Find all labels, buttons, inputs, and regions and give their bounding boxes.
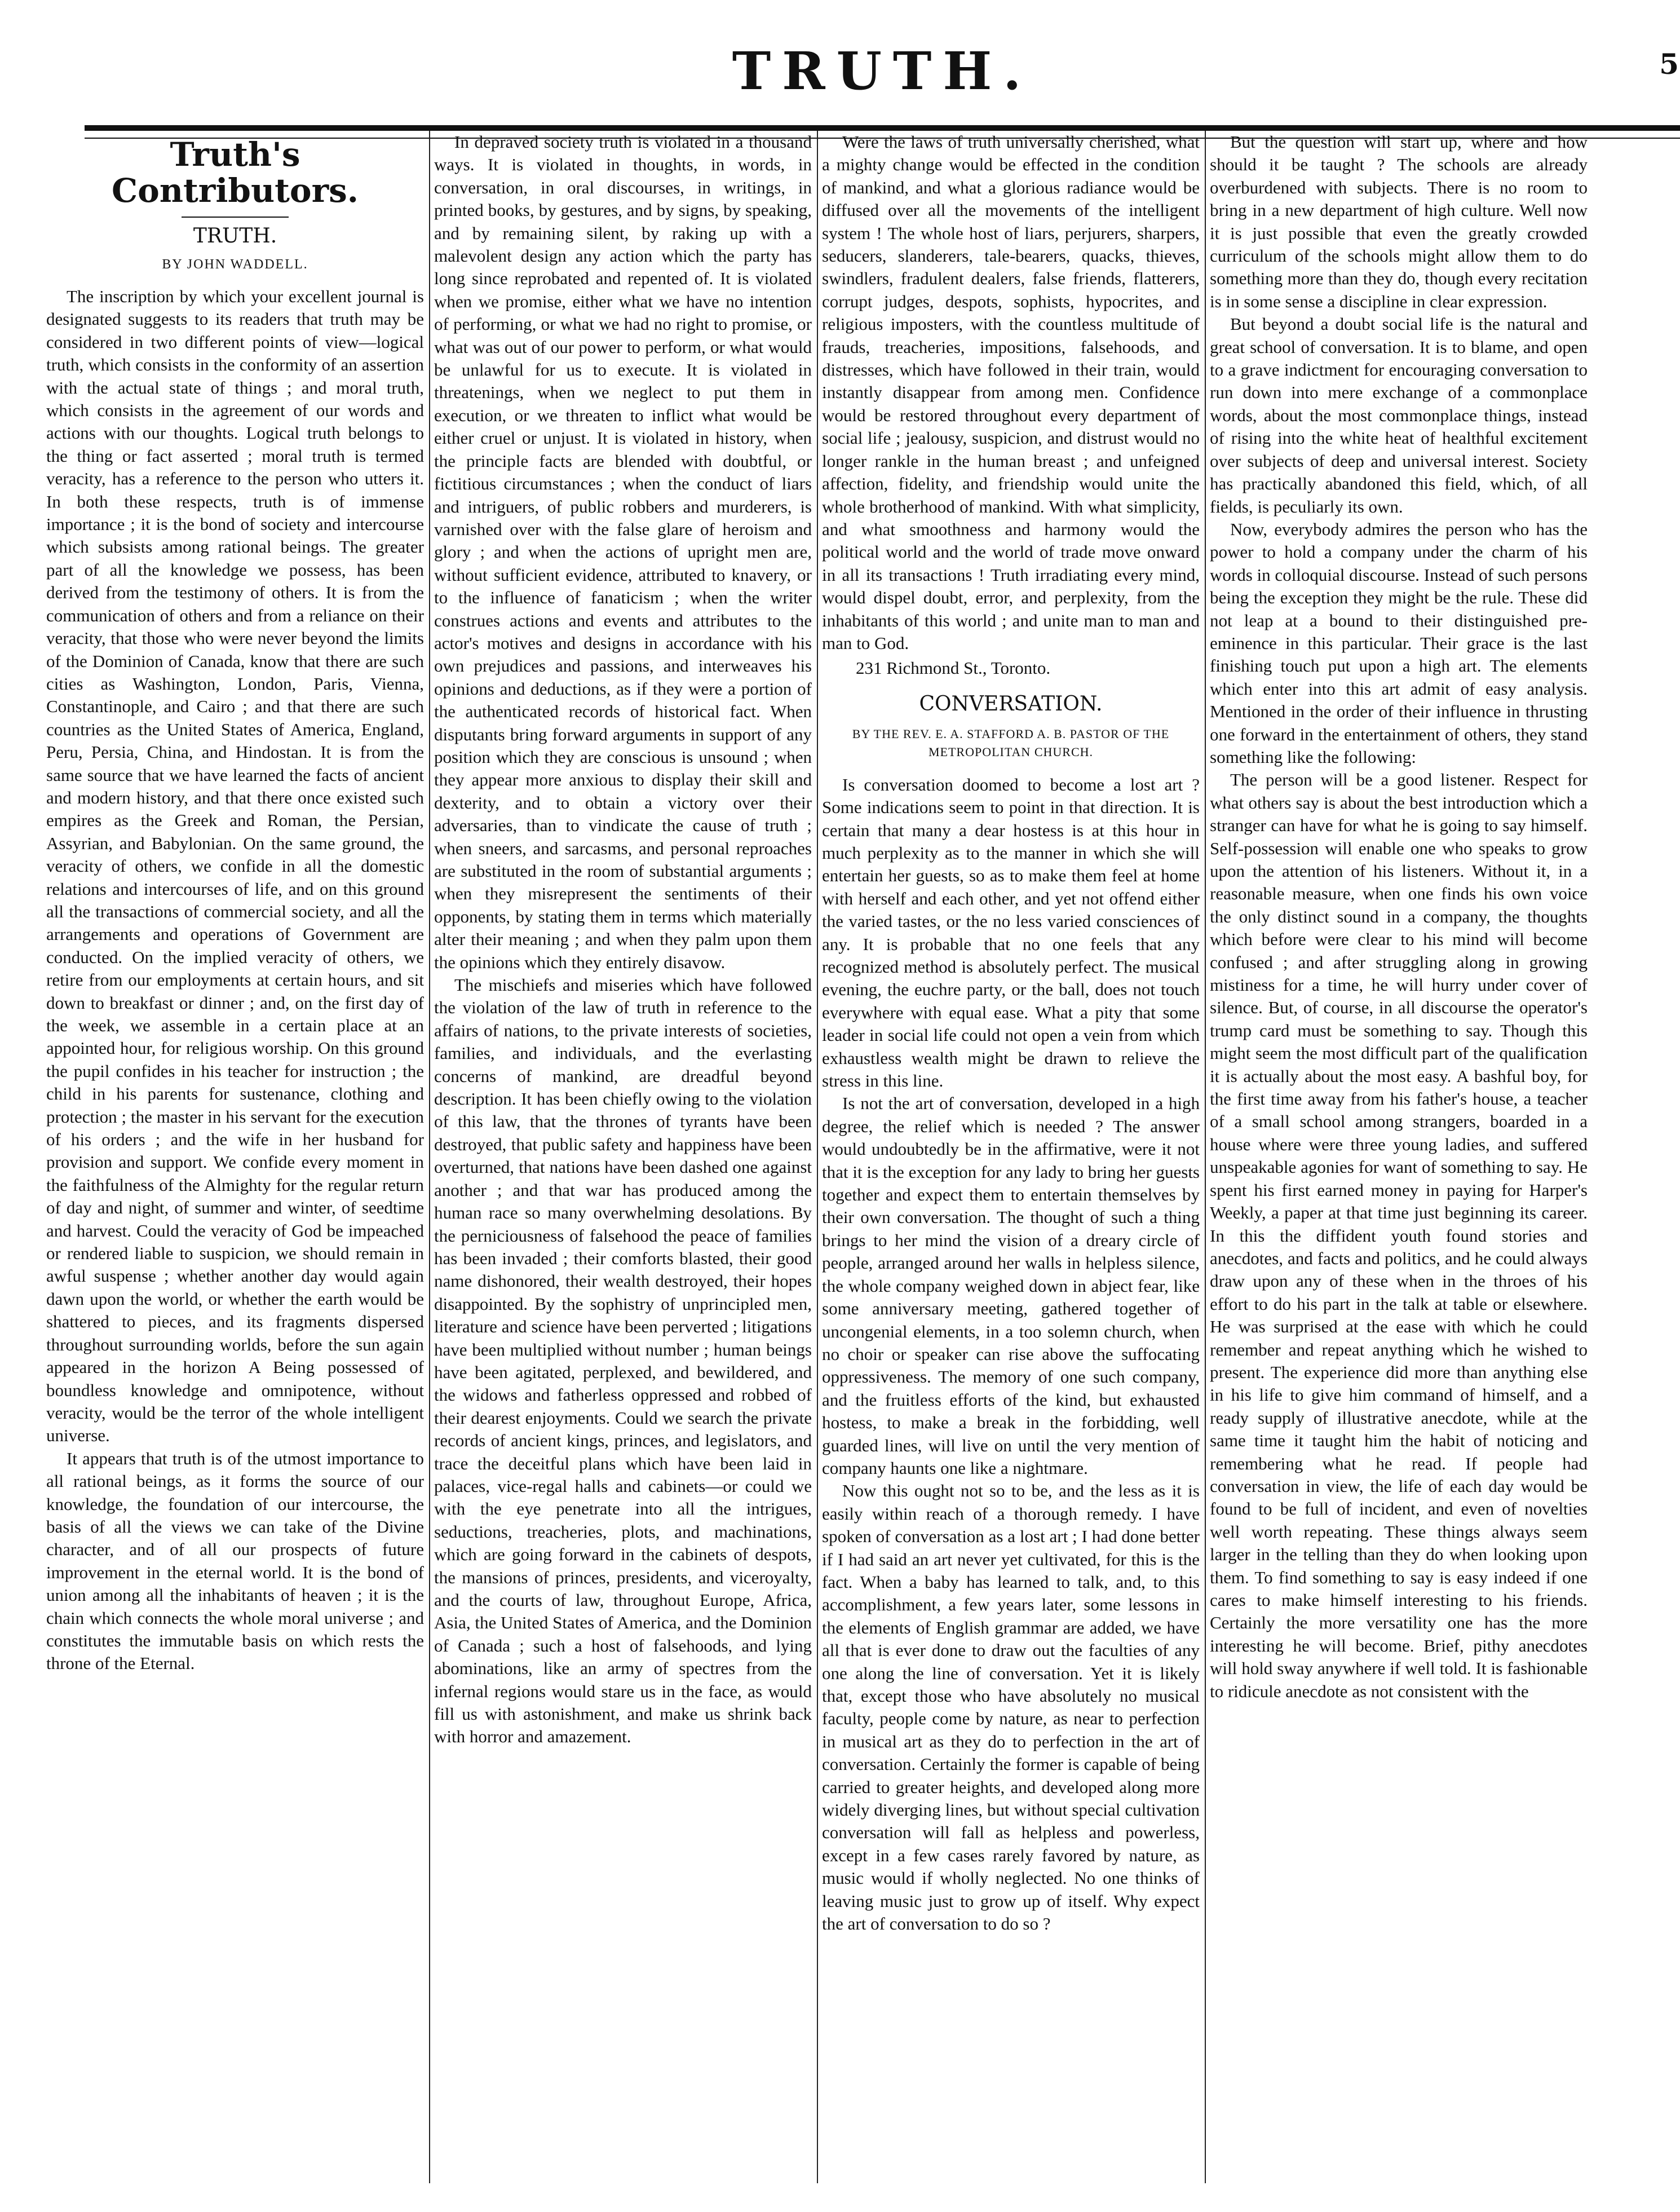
masthead bbox=[85, 41, 1680, 131]
paragraph: But beyond a doubt social life is the natural and great school of conversation. It is to blame, and open to a grave indictment for encouraging conversation to run down into mere exchange of a commonplace words, about the most commonplace things, instead of rising into the white heat of healthful excitement over subjects of deep and universal interest. Society has practically abandoned this field, which, of all fields, is peculiarly its own. bbox=[1210, 314, 1588, 516]
column-2 bbox=[434, 131, 812, 2183]
byline-conversation: BY THE REV. E. A. STAFFORD A. B. PASTOR OF THE METROPOLITAN CHURCH. bbox=[852, 726, 1170, 759]
column-1 bbox=[46, 131, 424, 2183]
paragraph: Now, everybody admires the person who has the power to hold a company under the charm of his words in colloquial discourse. Instead of such persons being the exception they might be the rule. These did not leap at a bound to their distinguished pre-eminence in this particular. Their grace is the last finishing touch put upon a high art. The elements which enter into this art admit of easy analysis. Mentioned in the order of their influence in thrusting one forward in the entertainment of others, they stand something like the following: bbox=[1210, 519, 1588, 767]
paragraph: The inscription by which your excellent journal is designated suggests to its readers that truth may be considered in two different points of view—logical truth, which consists in the conformity of an assertion with the actual state of things ; and moral truth, which consists in the agreement of our words and actions with our thoughts. Logical truth belongs to the thing or fact asserted ; moral truth is termed veracity, has a reference to the person who utters it. In both these respects, truth is of immense importance ; it is the bond of society and intercourse which subsists among rational beings. The greater part of all the knowledge we possess, has been derived from the testimony of others. It is from the communication of others and from a reliance on their veracity, that those who were never beyond the limits of the Dominion of Canada, know that there are such cities as Washington, London, Paris, Vienna, Constantinople, and Cairo ; and that there are such countries as the United States of America, England, Peru, Persia, China, and Hindostan. It is from the same source that we have learned the facts of ancient and modern history, and that there once existed such empires as the Greek and Roman, the Persian, Assyrian, and Babylonian. On the same ground, the veracity of others, we confide in all the domestic relations and intercourses of life, and on this ground all the transactions of commercial society, and all the arrangements and operations of Government are conducted. On the implied veracity of others, we retire from our employments at certain hours, and sit down to breakfast or dinner ; and, on the first day of the week, we assemble in a certain place at an appointed hour, for religious worship. On this ground the pupil confides in his teacher for instruction ; the child in his parents for sustenance, clothing and protection ; the master in his servant for the execution of his orders ; and the wife in her husband for provision and support. We confide every moment in the faithfulness of the Almighty for the regular return of day and night, of summer and winter, of seedtime and harvest. Could the veracity of God be impeached or rendered liable to suspicion, we should remain in awful suspense ; whether another day would again dawn upon the world, or whether the earth would be shattered to pieces, and its fragments dispersed throughout surrounding worlds, before the sun again appeared in the horizon A Being possessed of boundless knowledge and omnipotence, without veracity, would be the terror of the whole intelligent universe. bbox=[46, 286, 424, 1446]
paragraph: In depraved society truth is violated in a thousand ways. It is violated in thoughts, in words, in conversation, in oral discourses, in writings, in printed books, by gestures, and by signs, by speaking, and by remaining silent, by raking up with a malevolent design any action which the party has long since reprobated and repented of. It is violated when we promise, either what we have no intention of performing, or what we had no right to promise, or what was out of our power to perform, or what would be unlawful for us to execute. It is violated in threatenings, when we neglect to put them in execution, or we threaten to inflict what would be either cruel or unjust. It is violated in history, when the principle facts are blended with doubtful, or fictitious circumstances ; when the conduct of liars and intriguers, of public robbers and murderers, is varnished over with the false glare of heroism and glory ; and when the actions of upright men are, without sufficient evidence, attributed to knavery, or to the influence of fanaticism ; when the writer construes actions and events and attributes to the actor's motives and designs in accordance with his own prejudices and passions, and interweaves his opinions and deductions, as if they were a portion of the authenticated records of historical fact. When disputants bring forward arguments in support of any position which they are conscious is unsound ; when they appear more anxious to display their skill and dexterity, and to obtain a victory over their adversaries, than to vindicate the cause of truth ; when sneers, and sarcasms, and personal reproaches are substituted in the room of substantial arguments ; when they misrepresent the sentiments of their opponents, by stating them in terms which materially alter their meaning ; and when they palm upon them the opinions which they entirely disavow. bbox=[434, 132, 812, 972]
article-title-conversation: CONVERSATION. bbox=[919, 692, 1103, 716]
masthead-rule-thick bbox=[85, 125, 1680, 131]
page-number: 5 bbox=[1659, 47, 1679, 81]
paragraph: Is not the art of conversation, developed in a high degree, the relief which is needed ? The answer would undoubtedly be in the affirmative, were it not that it is the exception for any lady to bring her guests together and expect them to entertain themselves by their own conversation. The thought of such a thing brings to her mind the vision of a dreary circle of people, arranged around her walls in helpless silence, the whole company weighed down in abject fear, like some anniversary meeting, gathered together of uncongenial elements, in a too solemn church, when no choir or speaker can rise above the suffocating oppressiveness. The memory of one such company, and the fruitless efforts of the kind, but exhausted hostess, to make a break in the forbidding, well guarded lines, will live on until the very mention of company haunts one like a nightmare. bbox=[822, 1093, 1200, 1478]
paragraph: It appears that truth is of the utmost importance to all rational beings, as it forms the source of our knowledge, the foundation of our intercourse, the basis of all the views we can take of the Divine character, and of all our prospects of future improvement in the eternal world. It is the bond of union among all the inhabitants of heaven ; it is the chain which connects the whole moral universe ; and constitutes the immutable basis on which rests the throne of the Eternal. bbox=[46, 1448, 424, 1674]
heading-rule bbox=[182, 217, 289, 218]
paragraph: Is conversation doomed to become a lost art ? Some indications seem to point in that direction. It is certain that many a dear hostess is at this hour in much perplexity as to the manner in which she will entertain her guests, so as to make them feel at home with herself and each other, and yet not offend either the varied tastes, or the no less varied consciences of any. It is probable that no one feels that any recognized method is absolutely perfect. The musical evening, the euchre party, or the ball, does not touch everywhere with equal ease. What a pity that some leader in social life could not open a vein from which exhaustless wealth might be drawn to relieve the stress in this line. bbox=[822, 774, 1200, 1091]
paragraph: But the question will start up, where and how should it be taught ? The schools are already overburdened with subjects. There is no room to bring in a new department of high culture. Well now it is just possible that even the greatly crowded curriculum of the schools might allow them to do something more than they do, though every recitation is in some sense a discipline in clear expression. bbox=[1210, 132, 1588, 311]
paragraph: The person will be a good listener. Respect for what others say is about the best introduction which a stranger can have for what he is going to say himself. Self-possession will enable one who speaks to grow upon the attention of his listeners. Without it, in a reasonable measure, when one finds his own voice the only distinct sound in a company, the thoughts which before were clear to his mind will become confused ; and after struggling along in growing mistiness for a time, he will hurry under cover of silence. But, of course, in all discourse the operator's trump card must be something to say. Though this might seem the most difficult part of the qualification it is actually about the most easy. A bashful boy, for the first time away from his father's house, a teacher of a small school among strangers, boarded in a house where were three young ladies, and suffered unspeakable agonies for want of something to say. He spent his first earned money in paying for Harper's Weekly, a paper at that time just beginning its career. In this the diffident youth found stories and anecdotes, and facts and politics, and he could always draw upon any of these when in the throes of his effort to do his part in the talk at table or elsewhere. He was surprised at the ease with which he could remember and repeat anything which he wished to present. The experience did more than anything else in his life to give him command of himself, and a ready supply of illustrative anecdote, while at the same time it taught him the habit of noticing and remembering what he read. If people had conversation in view, the life of each day would be found to be full of incident, and even of novelties well worth repeating. These things always seem larger in the telling than they do when looking upon them. To find something to say is easy indeed if one cares to make himself interesting to his friends. Certainly the more versatility one has the more interesting he will become. Brief, pithy anecdotes will hold sway anywhere if well told. It is fashionable to ridicule anecdote as not consistent with the bbox=[1210, 770, 1588, 1701]
signature: 231 Richmond St., Toronto. bbox=[856, 658, 1051, 678]
paragraph: The mischiefs and miseries which have followed the violation of the law of truth in reference to the affairs of nations, to the private interests of societies, families, and individuals, and the everlasting concerns of mankind, are dreadful beyond description. It has been chiefly owing to the violation of this law, that the thrones of tyrants have been destroyed, that public safety and happiness have been overturned, that nations have been dashed one against another ; and that war has produced among the human race so many overwhelming desolations. By the perniciousness of falsehood the peace of families has been invaded ; their comforts blasted, their good name dishonored, their wealth destroyed, their hopes disappointed. By the sophistry of unprincipled men, literature and science have been perverted ; litigations have been multiplied without number ; human beings have been agitated, perplexed, and bewildered, and the widows and fatherless oppressed and robbed of their dearest enjoyments. Could we search the private records of ancient kings, princes, and legislators, and trace the deceitful plans which have been laid in palaces, vice-regal halls and cabinets—or could we with the eye penetrate into all the intrigues, seductions, treacheries, plots, and machinations, which are going forward in the cabinets of despots, the mansions of princes, presidents, and viceroyalty, and the courts of law, throughout Europe, Africa, Asia, the United States of America, and the Dominion of Canada ; such a host of falsehoods, and lying abominations, like an army of spectres from the infernal regions would stare us in the face, as would fill us with astonishment, and make us shrink back with horror and amazement. bbox=[434, 975, 812, 1747]
column-divider bbox=[429, 131, 430, 2183]
column-divider bbox=[817, 131, 818, 2183]
byline-truth: BY JOHN WADDELL. bbox=[162, 257, 308, 272]
column-4 bbox=[1210, 131, 1588, 2183]
article-title-truth: TRUTH. bbox=[193, 224, 277, 248]
newspaper-title: TRUTH. bbox=[732, 41, 1033, 101]
paragraph: Were the laws of truth universally cherished, what a mighty change would be effected in the condition of mankind, and what a glorious radiance would be diffused over all the movements of the intelligent system ! The whole host of liars, perjurers, sharpers, seducers, slanderers, tale-bearers, quacks, thieves, swindlers, fradulent dealers, false friends, flatterers, corrupt judges, despots, sophists, hypocrites, and religious imposters, with the countless multitude of frauds, treacheries, impositions, falsehoods, and distresses, which have followed in their train, would instantly disappear from among men. Confidence would be restored throughout every department of social life ; jealousy, suspicion, and distrust would no longer rankle in the human breast ; and unfeigned affection, fidelity, and friendship would unite the whole brotherhood of mankind. With what simplicity, and what smoothness and harmony would the political world and the world of trade move onward in all its transactions ! Truth irradiating every mind, would dispel doubt, error, and perplexity, from the inhabitants of this world ; and unite man to man and man to God. bbox=[822, 132, 1200, 653]
section-heading: Truth's Contributors. bbox=[111, 135, 359, 210]
paragraph: Now this ought not so to be, and the less as it is easily within reach of a thorough remedy. I have spoken of conversation as a lost art ; I had done better if I had said an art never yet cultivated, for this is the fact. When a baby has learned to talk, and, to this accomplishment, a few years later, some lessons in the elements of English grammar are added, we have all that is ever done to draw out the faculties of any one along the line of conversation. Yet it is likely that, except those who have absolutely no musical faculty, people come by nature, as near to perfection in musical art as they do to perfection in the art of conversation. Certainly the former is capable of being carried to greater heights, and developed along more widely diverging lines, but without special cultivation conversation will fall as helpless and powerless, except in a few cases rarely favored by nature, as music would if wholly neglected. No one thinks of leaving music just to grow up of itself. Why expect the art of conversation to do so ? bbox=[822, 1481, 1200, 1934]
column-3 bbox=[822, 131, 1200, 2183]
column-divider bbox=[1205, 131, 1206, 2183]
